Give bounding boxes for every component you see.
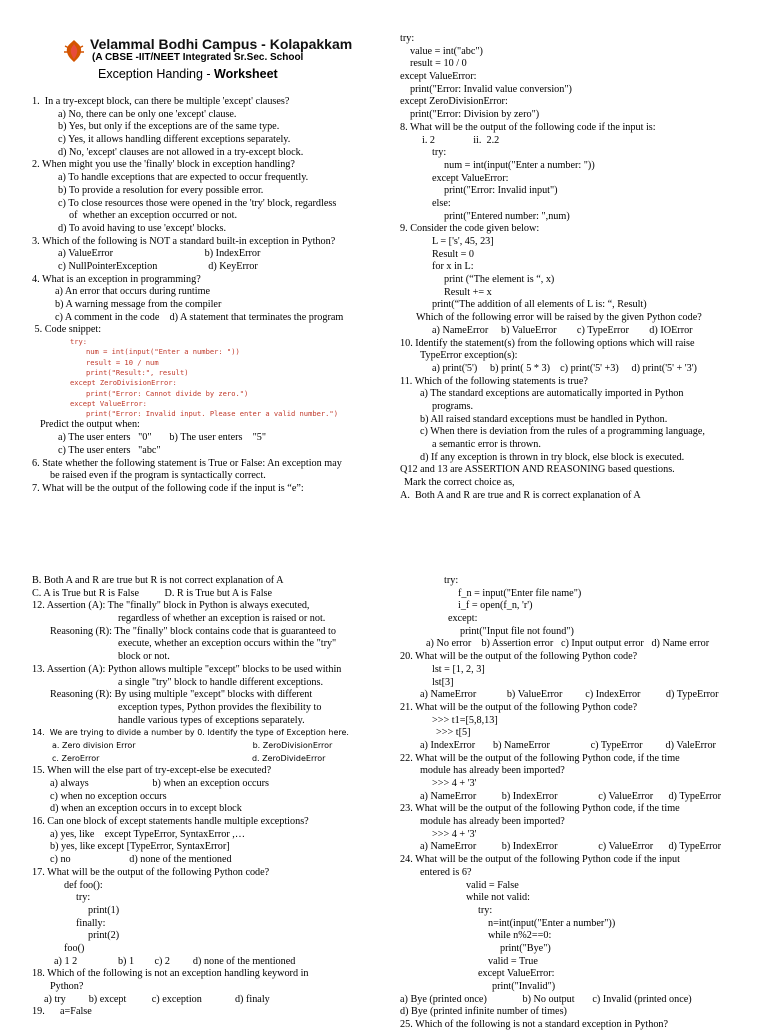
question-line: i_f = open(f_n, 'r') (458, 600, 533, 612)
question-line: foo() (64, 942, 85, 954)
question-line: 7. What will be the output of the following code if the input is “e”: (32, 482, 304, 494)
question-line: a) yes, like except TypeError, SyntaxError ,… (50, 828, 246, 840)
question-line: >>> 4 + '3' (432, 778, 477, 789)
question-line: c) A comment in the code d) A statement that terminates the program (55, 311, 344, 323)
question-line: a) 1 2 b) 1 c) 2 d) none of the mentioned (54, 955, 296, 967)
question-line: 24. What will be the output of the following Python code if the input (400, 854, 680, 866)
question-line: c. ZeroError d. ZeroDivideError (52, 753, 326, 763)
question-line: b) A warning message from the compiler (55, 299, 222, 310)
question-line: print("Result:", result) (86, 367, 189, 377)
question-line: a) ValueError b) IndexError (58, 248, 261, 260)
question-line: 19. a=False (32, 1006, 92, 1018)
question-line: 12. Assertion (A): The "finally" block in Python is always executed, (32, 600, 310, 612)
question-line: valid = True (488, 955, 538, 967)
question-line: 2. When might you use the 'finally' block in exception handling? (32, 159, 295, 171)
question-line: except ZeroDivisionError: (70, 378, 177, 388)
question-line: a) No error b) Assertion error c) Input output error d) Name error (426, 638, 710, 650)
question-line: 14. We are trying to divide a number by 0. Identify the type of Exception here. (32, 728, 349, 738)
question-line: execute, whether an exception occurs within the "try" (118, 638, 337, 650)
question-line: 10. Identify the statement(s) from the following options which will raise (400, 337, 695, 349)
question-line: def foo(): (64, 879, 103, 891)
question-line: 4. What is an exception in programming? (32, 273, 201, 285)
worksheet-page-1 (0, 0, 768, 512)
question-line: of whether an exception occurred or not. (69, 210, 238, 222)
question-line: programs. (432, 400, 474, 412)
question-line: a) The user enters "0" b) The user enters "5" (58, 432, 267, 444)
question-line: 1. In a try-except block, can there be multiple 'except' clauses? (32, 96, 290, 107)
question-line: a) NameError b) IndexError c) ValueError d) TypeError (420, 790, 722, 802)
question-line: try: (432, 147, 447, 159)
question-line: a. Zero division Error b. ZeroDivisionError (52, 740, 333, 750)
question-line: TypeError exception(s): (420, 350, 518, 362)
page2-right-column (0, 575, 768, 1032)
question-line: a) IndexError b) NameError c) TypeError d) ValeError (420, 739, 716, 751)
question-line: print(1) (88, 904, 120, 916)
question-line: handle various types of exceptions separately. (118, 714, 305, 726)
question-line: B. Both A and R are true but R is not correct explanation of A (32, 575, 284, 586)
question-line: b) To provide a resolution for every possible error. (58, 184, 264, 196)
question-line: print("Error: Invalid value conversion") (410, 83, 572, 95)
question-line: a) Bye (printed once) b) No output c) Invalid (printed once) (400, 993, 692, 1005)
question-line: d) when an exception occurs in to except block (50, 803, 242, 815)
question-line: a) NameError b) ValueError c) IndexError d) TypeError (420, 689, 719, 701)
question-line: try: (70, 337, 88, 347)
question-line: Reasoning (R): The "finally" block contains code that is guaranteed to (50, 625, 336, 637)
question-line: c) Yes, it allows handling different exceptions separately. (58, 134, 291, 146)
question-line: 8. What will be the output of the following code if the input is: (400, 121, 656, 133)
question-line: d) To avoid having to use 'except' blocks. (58, 222, 226, 234)
question-line: 22. What will be the output of the following Python code, if the time (400, 752, 680, 764)
question-line: try: (478, 904, 493, 916)
question-line: lst = [1, 2, 3] (432, 663, 485, 675)
question-line: d) Bye (printed infinite number of times) (400, 1006, 567, 1018)
page1-right-column (0, 33, 768, 502)
question-line: while not valid: (466, 892, 530, 904)
question-line: print("Error: Cannot divide by zero.") (86, 388, 249, 398)
question-line: f_n = input("Enter file name") (458, 587, 582, 599)
question-line: print("Error: Division by zero") (410, 109, 540, 121)
question-line: except: (448, 613, 478, 625)
question-line: 5. Code snippet: (32, 324, 102, 336)
question-line: print("Error: Invalid input. Please enter a valid number.") (86, 409, 338, 419)
question-line: 16. Can one block of except statements handle multiple exceptions? (32, 816, 309, 828)
question-line: except ValueError: (478, 968, 555, 980)
question-line: result = 10 / num (86, 357, 159, 367)
question-line: result = 10 / 0 (410, 58, 467, 70)
worksheet-title: Exception Handing - Worksheet (98, 67, 278, 81)
question-line: a) NameError b) ValueError c) TypeError d) IOError (432, 324, 693, 336)
question-line: 21. What will be the output of the following Python code? (400, 701, 638, 713)
question-line: block or not. (118, 651, 170, 663)
question-line: lst[3] (432, 676, 454, 688)
question-line: >>> 4 + '3' (432, 828, 477, 840)
question-line: except ValueError: (400, 71, 477, 83)
question-line: finally: (76, 917, 106, 929)
question-line: C. A is True but R is False D. R is True but A is False (32, 587, 273, 599)
question-line: value = int("abc") (410, 45, 483, 57)
question-line: 18. Which of the following is not an exception handling keyword in (32, 968, 309, 980)
question-line: c) The user enters "abc" (58, 444, 161, 456)
question-line: 23. What will be the output of the following Python code, if the time (400, 803, 680, 815)
school-subtitle: (A CBSE -IIT/NEET Integrated Sr.Sec. School (92, 52, 304, 63)
question-line: Q12 and 13 are ASSERTION AND REASONING based questions. (400, 464, 675, 476)
question-line: c) To close resources those were opened in the 'try' block, regardless (58, 197, 337, 209)
question-line: regardless of whether an exception is raised or not. (118, 613, 326, 625)
question-line: a) The standard exceptions are automatically imported in Python (420, 388, 684, 400)
question-line: Predict the output when: (40, 419, 140, 431)
question-line: a) always b) when an exception occurs (50, 778, 269, 789)
question-line: Which of the following error will be raised by the given Python code? (416, 312, 702, 324)
question-line: try: (76, 892, 91, 904)
question-line: print("Entered number: ",num) (444, 210, 570, 222)
question-line: c) no d) none of the mentioned (50, 854, 232, 866)
question-line: be raised even if the program is syntactically correct. (50, 470, 266, 482)
question-line: 9. Consider the code given below: (400, 223, 540, 235)
question-line: print("Input file not found") (460, 625, 574, 637)
question-line: a) An error that occurs during runtime (55, 286, 211, 298)
question-line: Python? (50, 981, 84, 992)
question-line: except ValueError: (432, 172, 509, 184)
question-line: 25. Which of the following is not a standard exception in Python? (400, 1019, 669, 1031)
question-line: L = ['s', 45, 23] (432, 236, 494, 247)
question-line: a) print('5') b) print( 5 * 3) c) print('5' +3) d) print('5' + '3') (432, 362, 697, 374)
question-line: b) All raised standard exceptions must be handled in Python. (420, 413, 668, 425)
question-line: print("Bye") (500, 942, 551, 954)
question-line: Reasoning (R): By using multiple "except" blocks with different (50, 689, 313, 701)
question-line: Mark the correct choice as, (404, 477, 515, 489)
question-line: 15. When will the else part of try-except-else be executed? (32, 765, 272, 777)
question-line: b) yes, like except [TypeError, SyntaxError] (50, 841, 230, 853)
question-line: print("Error: Invalid input") (444, 185, 558, 197)
question-line: n=int(input("Enter a number")) (488, 917, 616, 929)
question-line: else: (432, 197, 451, 209)
question-line: >>> t[5] (436, 727, 471, 739)
question-line: 20. What will be the output of the following Python code? (400, 651, 638, 663)
question-line: a) To handle exceptions that are expected to occur frequently. (58, 172, 309, 184)
question-line: module has already been imported? (420, 816, 565, 828)
question-line: valid = False (466, 879, 519, 891)
question-line: try: (444, 575, 459, 586)
question-line: num = int(input("Enter a number: ")) (86, 347, 240, 357)
question-line: d) If any exception is thrown in try block, else block is executed. (420, 451, 685, 463)
question-line: c) When there is deviation from the rules of a programming language, (420, 426, 705, 438)
question-line: a) try b) except c) exception d) finaly (44, 993, 270, 1005)
question-line: print(2) (88, 930, 120, 942)
question-line: 3. Which of the following is NOT a standard built-in exception in Python? (32, 235, 336, 247)
question-line: 17. What will be the output of the following Python code? (32, 866, 270, 878)
question-line: entered is 6? (420, 866, 472, 878)
question-line: while n%2==0: (488, 930, 552, 942)
question-line: d) No, 'except' clauses are not allowed in a try-except block. (58, 146, 304, 158)
question-line: c) NullPointerException d) KeyError (58, 260, 258, 272)
question-line: print(“The addition of all elements of L is: “, Result) (432, 299, 647, 311)
question-line: 13. Assertion (A): Python allows multiple "except" blocks to be used within (32, 663, 342, 675)
question-line: try: (400, 33, 415, 44)
question-line: 6. State whether the following statement is True or False: An exception may (32, 457, 342, 469)
question-line: for x in L: (432, 261, 474, 273)
question-line: >>> t1=[5,8,13] (432, 714, 498, 726)
question-line: print("Invalid") (492, 981, 556, 992)
worksheet-page-2 (0, 512, 768, 1031)
question-line: i. 2 ii. 2.2 (422, 134, 500, 146)
question-line: a semantic error is thrown. (432, 439, 541, 450)
question-line: b) Yes, but only if the exceptions are of the same type. (58, 121, 280, 133)
question-line: 11. Which of the following statements is true? (400, 375, 588, 387)
question-line: Result += x (444, 286, 492, 298)
question-line: print (“The element is “, x) (444, 274, 555, 286)
campus-name: Velammal Bodhi Campus - Kolapakkam (90, 36, 353, 52)
question-line: Result = 0 (432, 248, 474, 260)
question-line: num = int(input("Enter a number: ")) (444, 159, 595, 171)
question-line: module has already been imported? (420, 765, 565, 777)
question-line: except ValueError: (70, 398, 147, 408)
question-line: a) NameError b) IndexError c) ValueError d) TypeError (420, 841, 722, 853)
question-line: except ZeroDivisionError: (400, 96, 508, 108)
question-line: exception types, Python provides the flexibility to (118, 701, 322, 713)
question-line: a) No, there can be only one 'except' clause. (58, 108, 237, 120)
question-line: A. Both A and R are true and R is correct explanation of A (400, 489, 641, 501)
question-line: a single "try" block to handle different exceptions. (118, 676, 324, 688)
question-line: c) when no exception occurs (50, 790, 167, 802)
